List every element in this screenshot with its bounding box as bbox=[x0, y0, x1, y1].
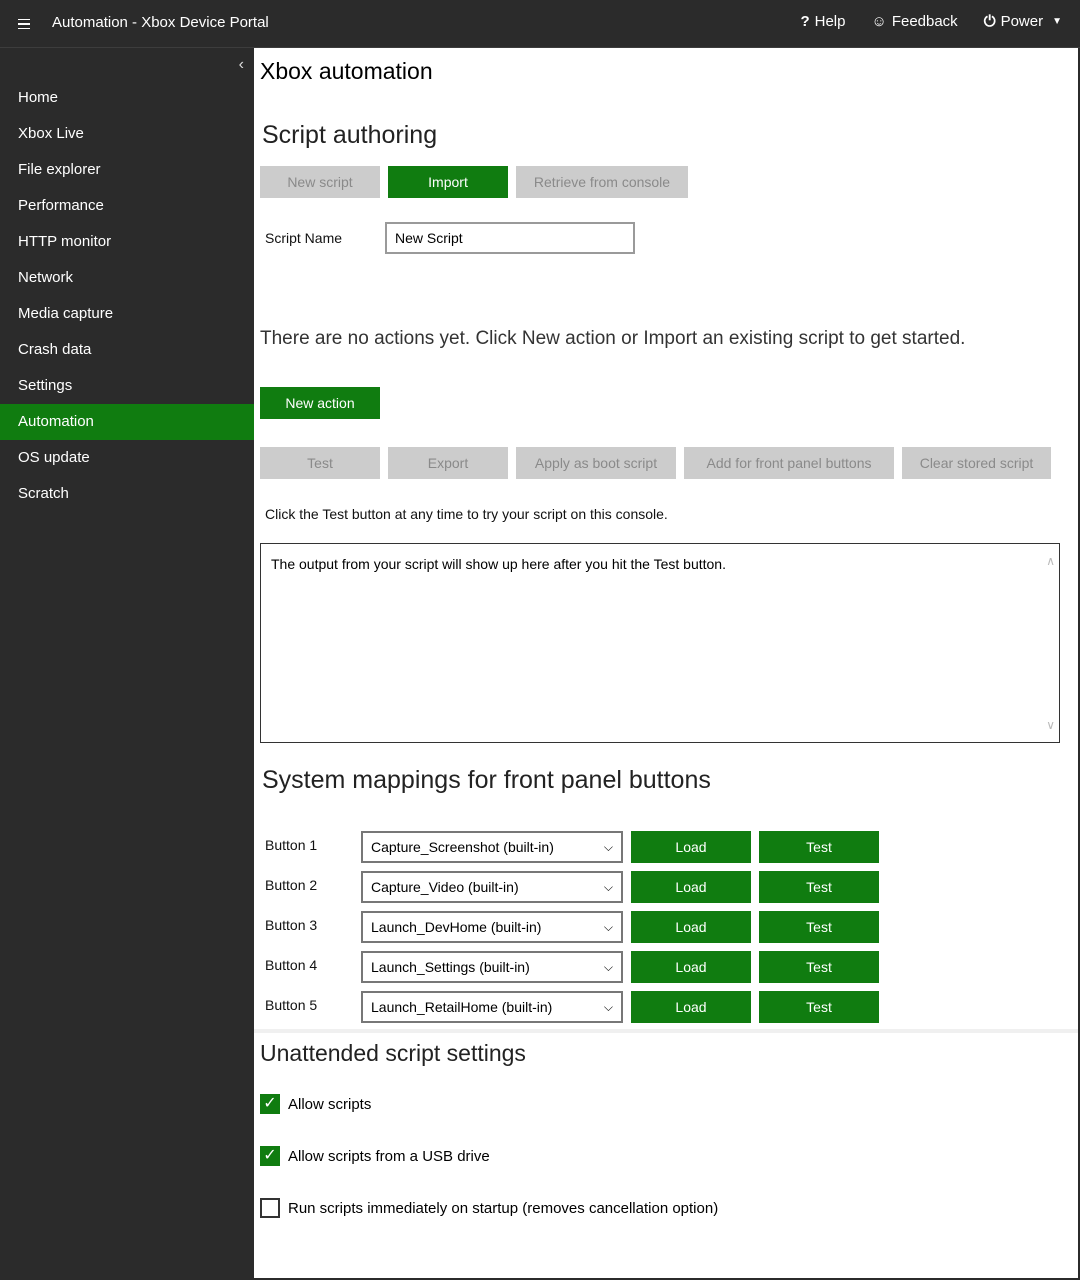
button-5-load-button[interactable]: Load bbox=[631, 991, 751, 1023]
sidebar-item-http-monitor[interactable]: HTTP monitor bbox=[18, 233, 112, 250]
button-1-label: Button 1 bbox=[265, 837, 318, 853]
scroll-up-icon[interactable]: ∧ bbox=[1046, 554, 1055, 568]
sidebar-item-file-explorer[interactable]: File explorer bbox=[18, 161, 101, 178]
run-on-startup-option[interactable] bbox=[260, 1198, 718, 1218]
new-script-button[interactable]: New script bbox=[260, 166, 380, 198]
allow-usb-scripts-checkbox[interactable]: ✓ bbox=[260, 1146, 280, 1166]
button-2-load-button[interactable]: Load bbox=[631, 871, 751, 903]
scroll-down-icon[interactable]: ∨ bbox=[1046, 718, 1055, 732]
app-title: Automation - Xbox Device Portal bbox=[52, 14, 269, 31]
section-divider bbox=[254, 1029, 1078, 1033]
feedback-label: Feedback bbox=[891, 13, 958, 30]
sidebar-item-scratch[interactable]: Scratch bbox=[18, 485, 69, 502]
help-label: Help bbox=[814, 13, 846, 30]
button-4-label: Button 4 bbox=[265, 957, 318, 973]
button-2-test-button[interactable]: Test bbox=[759, 871, 879, 903]
chevron-down-icon: ⌵ bbox=[603, 1000, 613, 1014]
allow-scripts-option[interactable] bbox=[260, 1094, 371, 1114]
retrieve-from-console-button[interactable]: Retrieve from console bbox=[516, 166, 688, 198]
button-3-label: Button 3 bbox=[265, 917, 318, 933]
allow-usb-scripts-option[interactable] bbox=[260, 1146, 490, 1166]
chevron-down-icon: ⌵ bbox=[603, 920, 613, 934]
test-script-button[interactable]: Test bbox=[260, 447, 380, 479]
button-2-select[interactable] bbox=[361, 871, 623, 903]
caret-down-icon: ▼ bbox=[1052, 16, 1062, 27]
button-1-test-button[interactable]: Test bbox=[759, 831, 879, 863]
collapse-sidebar-icon[interactable]: ‹ bbox=[238, 56, 244, 73]
power-icon: ⏻ bbox=[983, 13, 996, 30]
export-button[interactable]: Export bbox=[388, 447, 508, 479]
allow-scripts-checkbox[interactable]: ✓ bbox=[260, 1094, 280, 1114]
top-bar bbox=[0, 0, 1080, 48]
sidebar bbox=[0, 48, 254, 1280]
chevron-down-icon: ⌵ bbox=[603, 960, 613, 974]
button-3-test-button[interactable]: Test bbox=[759, 911, 879, 943]
sidebar-item-automation[interactable]: Automation bbox=[0, 404, 254, 440]
sidebar-item-home[interactable]: Home bbox=[18, 89, 59, 106]
feedback-link[interactable] bbox=[871, 13, 957, 30]
button-4-test-button[interactable]: Test bbox=[759, 951, 879, 983]
power-menu[interactable] bbox=[984, 13, 1062, 30]
script-name-label: Script Name bbox=[265, 230, 343, 246]
sidebar-nav bbox=[0, 80, 254, 512]
button-3-select-value: Launch_DevHome (built-in) bbox=[371, 919, 542, 935]
button-5-test-button[interactable]: Test bbox=[759, 991, 879, 1023]
help-icon: ? bbox=[800, 13, 810, 30]
button-2-label: Button 2 bbox=[265, 877, 318, 893]
clear-stored-script-button[interactable]: Clear stored script bbox=[902, 447, 1051, 479]
button-4-select[interactable] bbox=[361, 951, 623, 983]
button-5-select-value: Launch_RetailHome (built-in) bbox=[371, 999, 553, 1015]
button-5-label: Button 5 bbox=[265, 997, 318, 1013]
add-front-panel-button[interactable]: Add for front panel buttons bbox=[684, 447, 894, 479]
allow-usb-scripts-label: Allow scripts from a USB drive bbox=[288, 1147, 490, 1165]
page-title: Xbox automation bbox=[260, 58, 433, 84]
sidebar-item-media-capture[interactable]: Media capture bbox=[18, 305, 114, 322]
script-authoring-heading: Script authoring bbox=[262, 121, 438, 149]
chevron-down-icon: ⌵ bbox=[603, 880, 613, 894]
new-action-button[interactable]: New action bbox=[260, 387, 380, 419]
test-hint: Click the Test button at any time to try your script on this console. bbox=[265, 506, 668, 522]
button-1-select-value: Capture_Screenshot (built-in) bbox=[371, 839, 554, 855]
unattended-settings-heading: Unattended script settings bbox=[260, 1040, 526, 1066]
allow-scripts-label: Allow scripts bbox=[288, 1095, 372, 1113]
main-content bbox=[254, 48, 1078, 1278]
sidebar-item-xbox-live[interactable]: Xbox Live bbox=[18, 125, 84, 142]
chevron-down-icon: ⌵ bbox=[603, 840, 613, 854]
button-3-select[interactable] bbox=[361, 911, 623, 943]
script-name-input[interactable] bbox=[385, 222, 635, 254]
sidebar-item-settings[interactable]: Settings bbox=[18, 377, 73, 394]
button-4-select-value: Launch_Settings (built-in) bbox=[371, 959, 530, 975]
power-label: Power bbox=[1000, 13, 1044, 30]
button-4-load-button[interactable]: Load bbox=[631, 951, 751, 983]
top-nav bbox=[800, 13, 1062, 30]
import-button[interactable]: Import bbox=[388, 166, 508, 198]
no-actions-hint: There are no actions yet. Click New action or Import an existing script to get started. bbox=[260, 328, 966, 349]
output-text: The output from your script will show up here after you hit the Test button. bbox=[271, 556, 726, 572]
sidebar-item-crash-data[interactable]: Crash data bbox=[18, 341, 92, 358]
sidebar-item-performance[interactable]: Performance bbox=[18, 197, 104, 214]
script-output-area[interactable] bbox=[260, 543, 1060, 743]
system-mappings-heading: System mappings for front panel buttons bbox=[262, 766, 711, 794]
smiley-icon: ☺ bbox=[871, 13, 887, 30]
help-link[interactable] bbox=[800, 13, 845, 30]
hamburger-menu-icon[interactable] bbox=[14, 14, 34, 34]
button-5-select[interactable] bbox=[361, 991, 623, 1023]
button-3-load-button[interactable]: Load bbox=[631, 911, 751, 943]
run-on-startup-label: Run scripts immediately on startup (removes cancellation option) bbox=[288, 1199, 719, 1217]
button-1-load-button[interactable]: Load bbox=[631, 831, 751, 863]
button-1-select[interactable] bbox=[361, 831, 623, 863]
sidebar-item-network[interactable]: Network bbox=[18, 269, 74, 286]
sidebar-item-os-update[interactable]: OS update bbox=[18, 449, 90, 466]
apply-boot-script-button[interactable]: Apply as boot script bbox=[516, 447, 676, 479]
run-on-startup-checkbox[interactable] bbox=[260, 1198, 280, 1218]
button-2-select-value: Capture_Video (built-in) bbox=[371, 879, 519, 895]
